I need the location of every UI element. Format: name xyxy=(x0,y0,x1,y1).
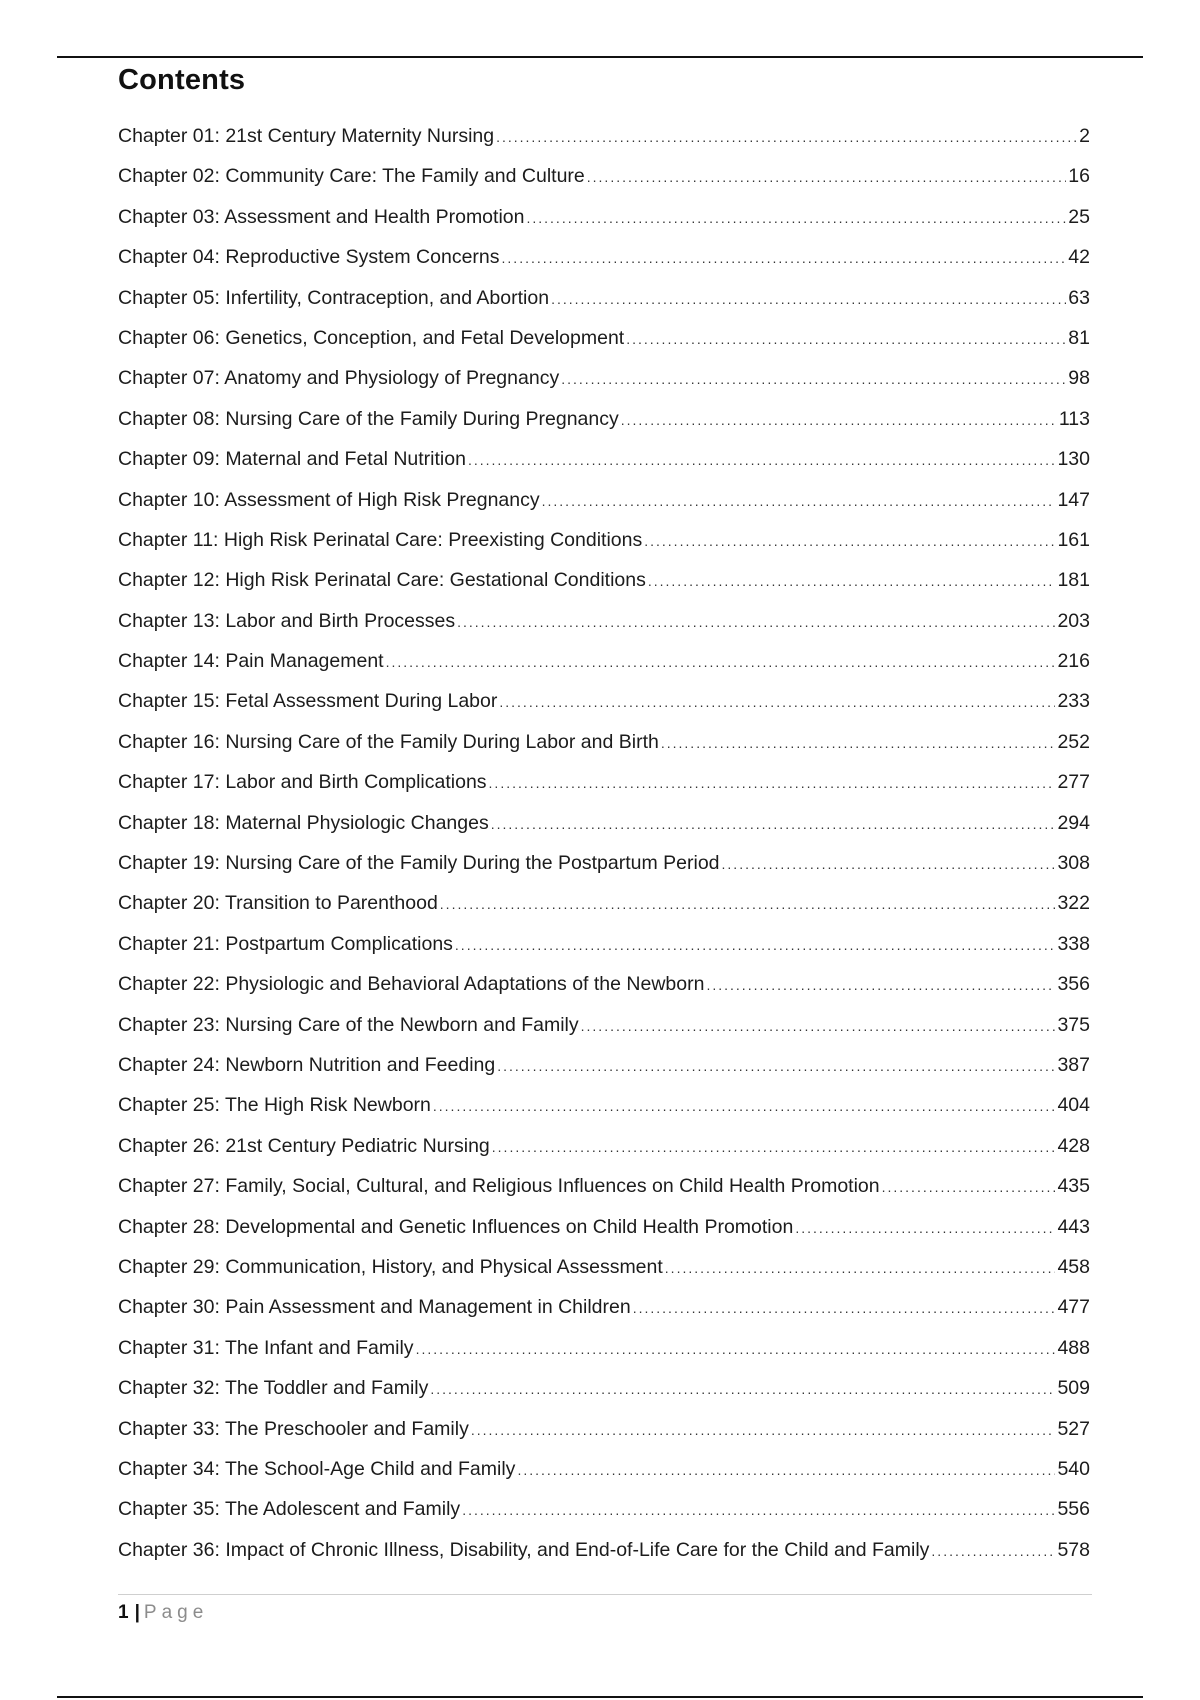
toc-entry-title: Chapter 24: Newborn Nutrition and Feeding xyxy=(118,1053,496,1076)
toc-entry[interactable] xyxy=(118,156,1090,196)
toc-entry[interactable] xyxy=(118,1328,1090,1368)
toc-entry-page-number: 98 xyxy=(1068,367,1090,390)
footer-page-number: 1 xyxy=(118,1602,129,1623)
toc-entry[interactable] xyxy=(118,237,1090,277)
dot-leader xyxy=(633,1288,1056,1328)
toc-entry[interactable] xyxy=(118,843,1090,883)
toc-entry-title: Chapter 27: Family, Social, Cultural, and Religious Influences on Child Health Promotion xyxy=(118,1175,880,1198)
dot-leader xyxy=(644,521,1055,561)
toc-entry-title: Chapter 02: Community Care: The Family and Culture xyxy=(118,165,585,188)
toc-entry[interactable] xyxy=(118,399,1090,439)
dot-leader xyxy=(502,238,1067,278)
toc-entry-page-number: 63 xyxy=(1068,286,1090,309)
toc-entry[interactable] xyxy=(118,1005,1090,1045)
toc-entry-page-number: 203 xyxy=(1057,609,1090,632)
toc-entry-title: Chapter 34: The School-Age Child and Family xyxy=(118,1457,516,1480)
dot-leader xyxy=(706,965,1055,1005)
toc-entry[interactable] xyxy=(118,1287,1090,1327)
toc-entry-page-number: 81 xyxy=(1068,326,1090,349)
toc-entry[interactable] xyxy=(118,681,1090,721)
toc-entry[interactable] xyxy=(118,1126,1090,1166)
bottom-rule xyxy=(57,1696,1143,1698)
toc-entry-page-number: 556 xyxy=(1057,1498,1090,1521)
dot-leader xyxy=(433,1086,1056,1126)
dot-leader xyxy=(462,1490,1055,1530)
toc-entry-title: Chapter 11: High Risk Perinatal Care: Preexisting Conditions xyxy=(118,528,643,551)
toc-entry-title: Chapter 17: Labor and Birth Complications xyxy=(118,771,487,794)
toc-entry-page-number: 216 xyxy=(1057,650,1090,673)
dot-leader xyxy=(621,400,1057,440)
toc-entry-title: Chapter 01: 21st Century Maternity Nursing xyxy=(118,125,495,147)
toc-entry-title: Chapter 28: Developmental and Genetic Influences on Child Health Promotion xyxy=(118,1215,794,1238)
toc-entry-page-number: 42 xyxy=(1068,246,1090,269)
toc-entry[interactable] xyxy=(118,722,1090,762)
dot-leader xyxy=(430,1369,1055,1409)
dot-leader xyxy=(455,925,1056,965)
toc-entry[interactable] xyxy=(118,318,1090,358)
dot-leader xyxy=(471,1410,1056,1450)
toc-entry[interactable] xyxy=(118,964,1090,1004)
toc-entry-title: Chapter 33: The Preschooler and Family xyxy=(118,1417,469,1440)
top-rule xyxy=(57,56,1143,58)
dot-leader xyxy=(542,481,1056,521)
toc-entry-page-number: 147 xyxy=(1057,488,1090,511)
toc-entry-page-number: 540 xyxy=(1057,1457,1090,1480)
toc-entry[interactable] xyxy=(118,278,1090,318)
toc-entry[interactable] xyxy=(118,1409,1090,1449)
dot-leader xyxy=(722,844,1056,884)
toc-entry-title: Chapter 10: Assessment of High Risk Pregnancy xyxy=(118,488,540,511)
toc-entry-page-number: 356 xyxy=(1057,973,1090,996)
toc-entry-title: Chapter 22: Physiologic and Behavioral Adaptations of the Newborn xyxy=(118,973,705,996)
toc-entry-page-number: 458 xyxy=(1057,1255,1090,1278)
toc-entry[interactable] xyxy=(118,1207,1090,1247)
dot-leader xyxy=(561,359,1066,399)
toc-entry-title: Chapter 12: High Risk Perinatal Care: Gestational Conditions xyxy=(118,569,646,592)
toc-entry-title: Chapter 06: Genetics, Conception, and Fetal Development xyxy=(118,326,625,349)
toc-entry-page-number: 252 xyxy=(1057,730,1090,753)
dot-leader xyxy=(626,319,1066,359)
toc-entry-title: Chapter 35: The Adolescent and Family xyxy=(118,1498,461,1521)
dot-leader xyxy=(499,682,1055,722)
dot-leader xyxy=(526,198,1066,238)
toc-entry-title: Chapter 20: Transition to Parenthood xyxy=(118,892,438,915)
toc-entry[interactable] xyxy=(118,116,1090,156)
toc-entry[interactable] xyxy=(118,601,1090,641)
dot-leader xyxy=(457,602,1055,642)
toc-entry-page-number: 181 xyxy=(1057,569,1090,592)
toc-entry-page-number: 477 xyxy=(1057,1296,1090,1319)
toc-entry[interactable] xyxy=(118,358,1090,398)
dot-leader xyxy=(386,642,1056,682)
dot-leader xyxy=(517,1450,1055,1490)
toc-entry-title: Chapter 29: Communication, History, and Physical Assessment xyxy=(118,1255,663,1278)
toc-entry[interactable] xyxy=(118,883,1090,923)
toc-entry-title: Chapter 36: Impact of Chronic Illness, Disability, and End-of-Life Care for the Child and Family xyxy=(118,1538,930,1561)
toc-entry-page-number: 233 xyxy=(1057,690,1090,713)
toc-entry-title: Chapter 07: Anatomy and Physiology of Pregnancy xyxy=(118,367,560,390)
toc-entry[interactable] xyxy=(118,1368,1090,1408)
toc-entry-page-number: 509 xyxy=(1057,1377,1090,1400)
toc-entry-title: Chapter 09: Maternal and Fetal Nutrition xyxy=(118,448,466,471)
dot-leader xyxy=(551,279,1066,319)
toc-entry-title: Chapter 26: 21st Century Pediatric Nursing xyxy=(118,1134,490,1157)
toc-entry-title: Chapter 30: Pain Assessment and Management in Children xyxy=(118,1296,631,1319)
toc-entry-title: Chapter 05: Infertility, Contraception, and Abortion xyxy=(118,286,550,309)
dot-leader xyxy=(661,723,1056,763)
footer-separator: | xyxy=(134,1602,140,1623)
toc-entry-page-number: 338 xyxy=(1057,932,1090,955)
toc-entry-title: Chapter 25: The High Risk Newborn xyxy=(118,1094,431,1117)
footer-rule xyxy=(118,1594,1092,1595)
dot-leader xyxy=(795,1208,1055,1248)
dot-leader xyxy=(665,1248,1056,1288)
toc-entry-page-number: 294 xyxy=(1057,811,1090,834)
toc-entry-title: Chapter 18: Maternal Physiologic Changes xyxy=(118,811,489,834)
toc-entry-page-number: 375 xyxy=(1057,1013,1090,1036)
toc-entry[interactable] xyxy=(118,1530,1090,1570)
toc-entry-page-number: 387 xyxy=(1057,1053,1090,1076)
toc-entry[interactable] xyxy=(118,641,1090,681)
toc-entry-page-number: 277 xyxy=(1057,771,1090,794)
toc-entry-title: Chapter 19: Nursing Care of the Family During the Postpartum Period xyxy=(118,852,720,875)
toc-entry-page-number: 527 xyxy=(1057,1417,1090,1440)
toc-entry-title: Chapter 08: Nursing Care of the Family During Pregnancy xyxy=(118,407,619,430)
toc-entry-title: Chapter 04: Reproductive System Concerns xyxy=(118,246,500,269)
footer-page-label: Page xyxy=(143,1602,209,1623)
toc-entry[interactable] xyxy=(118,803,1090,843)
toc-entry-page-number: 578 xyxy=(1057,1538,1090,1561)
toc-entry[interactable] xyxy=(118,520,1090,560)
toc-entry-page-number: 488 xyxy=(1057,1336,1090,1359)
toc-entry-title: Chapter 23: Nursing Care of the Newborn and Family xyxy=(118,1013,579,1036)
dot-leader xyxy=(581,1006,1056,1046)
toc-entry-page-number: 404 xyxy=(1057,1094,1090,1117)
dot-leader xyxy=(468,440,1056,480)
toc-entry-page-number: 308 xyxy=(1057,852,1090,875)
toc-entry-title: Chapter 14: Pain Management xyxy=(118,650,384,673)
toc-entry-page-number: 322 xyxy=(1057,892,1090,915)
toc-entry[interactable] xyxy=(118,1045,1090,1085)
toc-entry[interactable] xyxy=(118,1085,1090,1125)
toc-entry-page-number: 435 xyxy=(1057,1175,1090,1198)
toc-entry[interactable] xyxy=(118,924,1090,964)
dot-leader xyxy=(416,1329,1056,1369)
toc-entry-page-number: 16 xyxy=(1068,165,1090,188)
dot-leader xyxy=(496,117,1077,157)
toc-entry[interactable] xyxy=(118,560,1090,600)
table-of-contents xyxy=(118,116,1090,1570)
toc-entry-page-number: 130 xyxy=(1057,448,1090,471)
toc-entry-title: Chapter 16: Nursing Care of the Family During Labor and Birth xyxy=(118,730,659,753)
toc-entry-title: Chapter 31: The Infant and Family xyxy=(118,1336,414,1359)
dot-leader xyxy=(882,1167,1056,1207)
toc-entry-page-number: 443 xyxy=(1057,1215,1090,1238)
dot-leader xyxy=(931,1531,1055,1571)
toc-entry-page-number: 428 xyxy=(1057,1134,1090,1157)
toc-entry-title: Chapter 15: Fetal Assessment During Labor xyxy=(118,690,498,713)
toc-entry-title: Chapter 13: Labor and Birth Processes xyxy=(118,609,456,632)
toc-entry-title: Chapter 03: Assessment and Health Promotion xyxy=(118,205,525,228)
page-footer xyxy=(118,1598,208,1628)
toc-entry[interactable] xyxy=(118,439,1090,479)
toc-entry-title: Chapter 21: Postpartum Complications xyxy=(118,932,453,955)
dot-leader xyxy=(489,763,1056,803)
dot-leader xyxy=(648,561,1056,601)
toc-entry[interactable] xyxy=(118,480,1090,520)
toc-entry[interactable] xyxy=(118,762,1090,802)
dot-leader xyxy=(587,157,1067,197)
dot-leader xyxy=(440,884,1056,924)
toc-entry-page-number: 2 xyxy=(1079,125,1090,147)
toc-entry-page-number: 113 xyxy=(1058,407,1090,430)
toc-entry[interactable] xyxy=(118,1449,1090,1489)
toc-entry[interactable] xyxy=(118,1166,1090,1206)
page-title: Contents xyxy=(118,64,246,96)
dot-leader xyxy=(492,1127,1056,1167)
toc-entry[interactable] xyxy=(118,1489,1090,1529)
dot-leader xyxy=(491,804,1056,844)
toc-entry[interactable] xyxy=(118,197,1090,237)
toc-entry-page-number: 25 xyxy=(1068,205,1090,228)
toc-entry-page-number: 161 xyxy=(1057,528,1090,551)
dot-leader xyxy=(497,1046,1055,1086)
toc-entry-title: Chapter 32: The Toddler and Family xyxy=(118,1377,429,1400)
toc-entry[interactable] xyxy=(118,1247,1090,1287)
